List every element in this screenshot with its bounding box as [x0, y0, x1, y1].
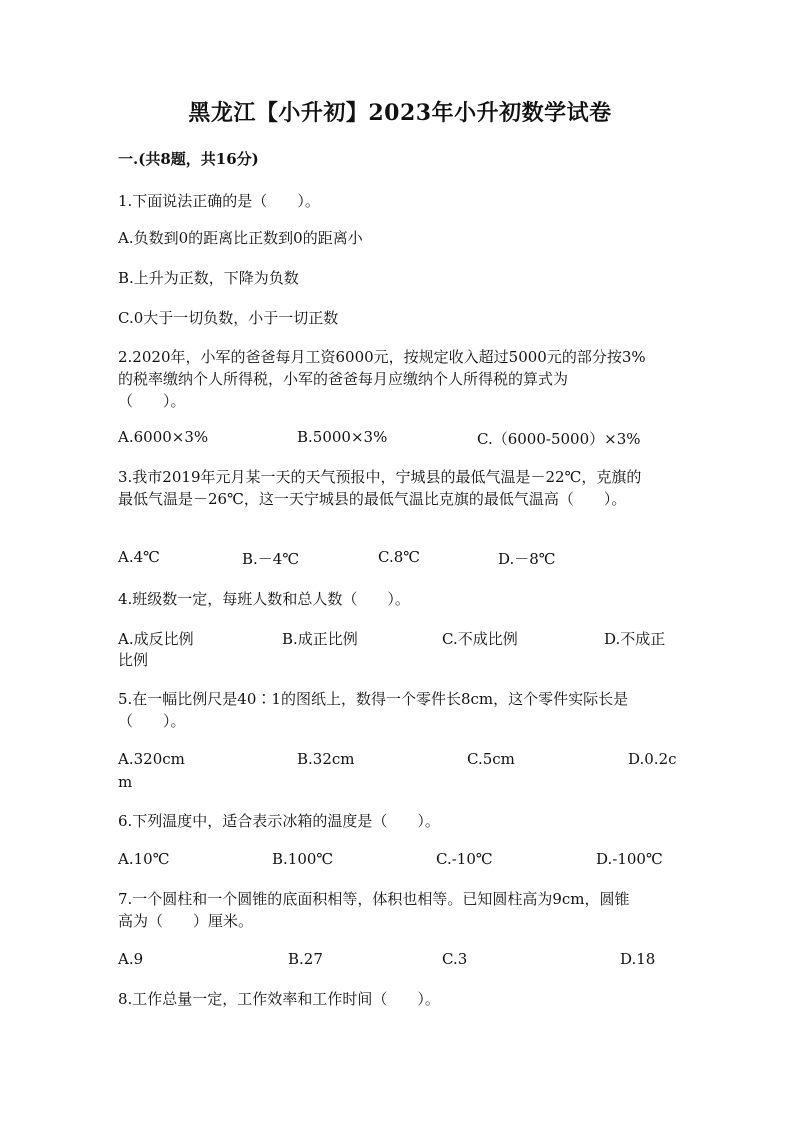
question-7-option-b: B.27 [288, 950, 323, 968]
question-7-option-c: C.3 [442, 950, 468, 968]
question-4-stem: 4.班级数一定，每班人数和总人数（ ）。 [118, 590, 410, 608]
question-3-stem-line-2: 最低气温是－26℃，这一天宁城县的最低气温比克旗的最低气温高（ ）。 [118, 490, 627, 508]
question-1-option-b: B.上升为正数，下降为负数 [118, 269, 299, 287]
question-6-option-b: B.100℃ [272, 850, 334, 868]
page-title: 黑龙江【小升初】2023年小升初数学试卷 [188, 100, 612, 126]
question-3-stem-line-1: 3.我市2019年元月某一天的天气预报中，宁城县的最低气温是－22℃，克旗的 [118, 468, 642, 486]
question-7-option-d: D.18 [620, 950, 656, 968]
question-1-option-c: C.0大于一切负数，小于一切正数 [118, 309, 339, 327]
question-2-stem-line-2: 的税率缴纳个人所得税，小军的爸爸每月应缴纳个人所得税的算式为 [118, 370, 569, 388]
question-1-option-a: A.负数到0的距离比正数到0的距离小 [118, 229, 363, 247]
question-4-option-b: B.成正比例 [282, 630, 358, 648]
question-5-option-b: B.32cm [297, 750, 355, 768]
question-5-option-d-wrap: m [118, 773, 133, 791]
question-3-option-c: C.8℃ [378, 548, 421, 566]
question-7-stem-line-1: 7.一个圆柱和一个圆锥的底面积相等，体积也相等。已知圆柱高为9cm，圆锥 [118, 890, 630, 908]
question-4-option-d-wrap: 比例 [118, 651, 149, 669]
question-5-option-d: D.0.2c [628, 750, 677, 768]
question-6-stem: 6.下列温度中，适合表示冰箱的温度是（ ）。 [118, 812, 440, 830]
question-7-stem-line-2: 高为（ ）厘米。 [118, 912, 254, 930]
question-3-option-d: D.－8℃ [498, 550, 556, 568]
question-3-option-b: B.－4℃ [242, 550, 300, 568]
question-4-option-c: C.不成比例 [442, 630, 518, 648]
question-5-option-a: A.320cm [118, 750, 185, 768]
question-6-option-c: C.-10℃ [436, 850, 493, 868]
question-2-option-b: B.5000×3% [297, 428, 388, 446]
question-1-stem: 1.下面说法正确的是（ ）。 [118, 192, 320, 210]
question-2-stem-line-1: 2.2020年，小军的爸爸每月工资6000元，按规定收入超过5000元的部分按3% [118, 348, 646, 366]
question-7-option-a: A.9 [118, 950, 144, 968]
question-2-stem-line-3: （ ）。 [118, 392, 186, 410]
question-3-option-a: A.4℃ [118, 548, 160, 566]
question-6-option-d: D.-100℃ [596, 850, 663, 868]
question-6-option-a: A.10℃ [118, 850, 170, 868]
question-8-stem: 8.工作总量一定，工作效率和工作时间（ ）。 [118, 990, 440, 1008]
question-4-option-d: D.不成正 [604, 630, 666, 648]
question-2-option-c: C.（6000-5000）×3% [477, 430, 641, 448]
question-5-option-c: C.5cm [467, 750, 515, 768]
question-5-stem-line-1: 5.在一幅比例尺是40∶1的图纸上，数得一个零件长8cm，这个零件实际长是 [118, 690, 629, 708]
question-2-option-a: A.6000×3% [118, 428, 209, 446]
question-4-option-a: A.成反比例 [118, 630, 194, 648]
section-heading: 一.(共8题，共16分) [118, 150, 259, 168]
question-5-stem-line-2: （ ）。 [118, 712, 186, 730]
